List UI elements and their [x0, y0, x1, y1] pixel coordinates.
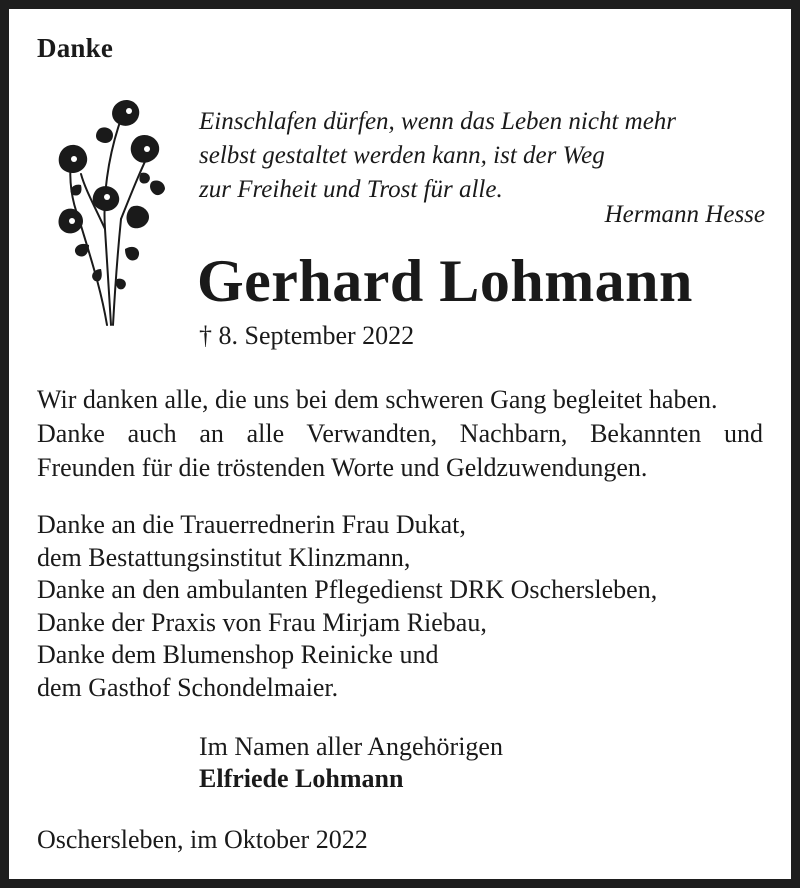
thanks-line: Wir danken alle, die uns bei dem schweren Gang begleitet haben. [37, 385, 718, 414]
quote-author: Hermann Hesse [604, 201, 765, 228]
acknowledgement-line: Danke der Praxis von Frau Mirjam Riebau, [37, 607, 487, 637]
thanks-line: Danke auch an alle Verwandten, Nachbarn, Bekannten und [37, 419, 763, 448]
thanks-paragraph [37, 383, 763, 485]
quote-line: Einschlafen dürfen, wenn das Leben nicht mehr [199, 108, 677, 135]
acknowledgements-list [37, 509, 657, 705]
notice-heading: Danke [37, 33, 114, 63]
deceased-name: Gerhard Lohmann [197, 248, 693, 314]
roses-bouquet-icon [41, 89, 176, 329]
acknowledgement-line: Danke an den ambulanten Pflegedienst DRK Oschersleben, [37, 575, 658, 605]
death-date: † 8. September 2022 [199, 321, 415, 350]
hesse-quote [199, 105, 759, 207]
quote-line: zur Freiheit und Trost für alle. [199, 176, 503, 203]
acknowledgement-line: Danke an die Trauerrednerin Frau Dukat, [37, 510, 466, 539]
acknowledgement-line: dem Bestattungsinstitut Klinzmann, [37, 542, 411, 572]
thanks-line: Freunden für die tröstenden Worte und Geldzuwendungen. [37, 453, 648, 482]
signature-block [199, 731, 503, 795]
signature-intro: Im Namen aller Angehörigen [199, 732, 503, 761]
acknowledgement-line: Danke dem Blumenshop Reinicke und [37, 640, 439, 670]
place-date: Oschersleben, im Oktober 2022 [37, 825, 368, 854]
signature-name: Elfriede Lohmann [199, 764, 404, 793]
quote-line: selbst gestaltet werden kann, ist der Weg [199, 142, 605, 169]
acknowledgement-line: dem Gasthof Schondelmaier. [37, 672, 339, 702]
